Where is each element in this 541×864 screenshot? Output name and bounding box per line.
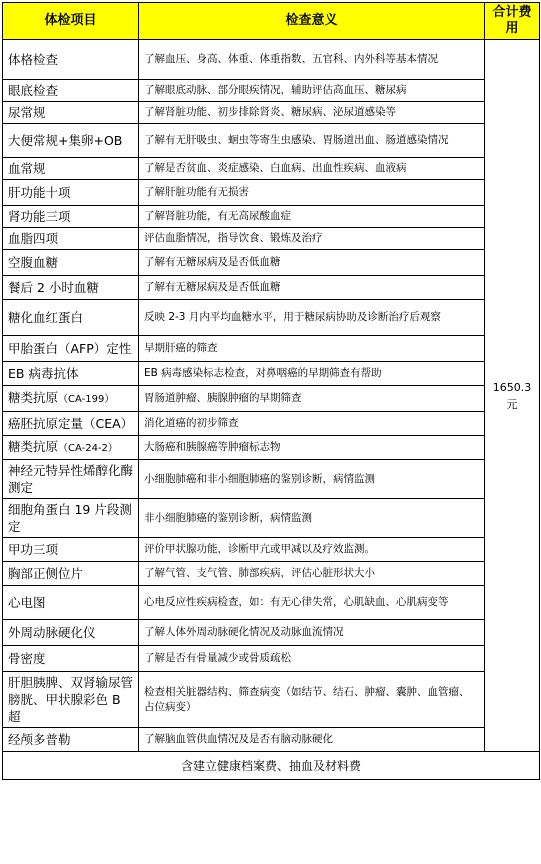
table-row xyxy=(3,276,540,300)
table-row xyxy=(3,336,540,362)
exam-item-name: 细胞角蛋白 19 片段测定 xyxy=(8,502,132,534)
table-row xyxy=(3,124,540,158)
exam-item-name: 餐后 2 小时血糖 xyxy=(8,280,99,295)
exam-item-name: 尿常规 xyxy=(8,105,46,120)
exam-meaning-cell: 了解有无肝吸虫、蛔虫等寄生虫感染、胃肠道出血、肠道感染情况 xyxy=(139,124,485,158)
exam-meaning-cell: 评估血脂情况，指导饮食、锻炼及治疗 xyxy=(139,228,485,250)
table-row xyxy=(3,102,540,124)
exam-table-body xyxy=(3,40,540,780)
table-row xyxy=(3,672,540,728)
exam-item-cell xyxy=(3,250,139,276)
exam-item-cell xyxy=(3,460,139,499)
exam-item-name: 血常规 xyxy=(8,161,46,176)
exam-item-cell xyxy=(3,124,139,158)
table-row xyxy=(3,158,540,180)
exam-item-cell xyxy=(3,586,139,620)
exam-item-name: EB 病毒抗体 xyxy=(8,366,79,381)
exam-item-name: 甲胎蛋白（AFP）定性 xyxy=(8,341,132,356)
table-row xyxy=(3,300,540,336)
table-row xyxy=(3,250,540,276)
exam-item-name: 胸部正侧位片 xyxy=(8,566,84,581)
exam-meaning-cell: 了解是否贫血、炎症感染、白血病、出血性疾病、血液病 xyxy=(139,158,485,180)
table-row xyxy=(3,538,540,562)
exam-item-cell xyxy=(3,102,139,124)
table-row xyxy=(3,646,540,672)
exam-item-name: 眼底检查 xyxy=(8,83,59,98)
footer-note: 含建立健康档案费、抽血及材料费 xyxy=(3,752,540,780)
exam-meaning-cell: 了解眼底动脉、部分眼疾情况，辅助评估高血压、糖尿病 xyxy=(139,80,485,102)
table-row xyxy=(3,206,540,228)
exam-item-name: 大便常规+集卵+OB xyxy=(8,133,123,148)
header-meaning: 检查意义 xyxy=(139,3,485,40)
exam-item-cell xyxy=(3,562,139,586)
exam-meaning-cell: 胃肠道肿瘤、胰腺肿瘤的早期筛查 xyxy=(139,386,485,412)
exam-item-name: 癌胚抗原定量（CEA） xyxy=(8,416,134,431)
exam-item-name: 经颅多普勒 xyxy=(8,732,71,747)
table-row xyxy=(3,386,540,412)
exam-item-cell xyxy=(3,538,139,562)
table-row xyxy=(3,362,540,386)
exam-item-name: 血脂四项 xyxy=(8,231,59,246)
exam-item-cell xyxy=(3,206,139,228)
header-row xyxy=(3,3,540,40)
header-price: 合计费用 xyxy=(485,3,540,40)
exam-item-cell xyxy=(3,672,139,728)
table-row xyxy=(3,728,540,752)
exam-meaning-cell: 了解气管、支气管、肺部疾病，评估心脏形状大小 xyxy=(139,562,485,586)
table-row xyxy=(3,436,540,460)
exam-item-cell xyxy=(3,436,139,460)
exam-item-name: 体格检查 xyxy=(8,52,59,67)
total-price-cell xyxy=(485,40,540,752)
exam-item-cell xyxy=(3,646,139,672)
exam-meaning-cell: 了解有无糖尿病及是否低血糖 xyxy=(139,250,485,276)
exam-meaning-cell: 了解血压、身高、体重、体重指数、五官科、内外科等基本情况 xyxy=(139,40,485,80)
exam-item-cell xyxy=(3,180,139,206)
exam-meaning-cell: 了解肝脏功能有无损害 xyxy=(139,180,485,206)
exam-meaning-cell: 了解有无糖尿病及是否低血糖 xyxy=(139,276,485,300)
exam-table xyxy=(2,2,540,780)
exam-item-name: 糖类抗原 xyxy=(8,439,59,454)
exam-meaning-cell: 大肠癌和胰腺癌等肿瘤标志物 xyxy=(139,436,485,460)
table-row xyxy=(3,80,540,102)
exam-item-cell xyxy=(3,499,139,538)
exam-meaning-cell: 了解脑血管供血情况及是否有脑动脉硬化 xyxy=(139,728,485,752)
exam-item-cell xyxy=(3,386,139,412)
exam-item-cell xyxy=(3,40,139,80)
exam-item-name: 糖化血红蛋白 xyxy=(8,310,84,325)
exam-item-name: 肾功能三项 xyxy=(8,209,71,224)
exam-meaning-cell: 了解人体外周动脉硬化情况及动脉血流情况 xyxy=(139,620,485,646)
table-row xyxy=(3,620,540,646)
exam-item-name: 糖类抗原 xyxy=(8,390,59,405)
exam-meaning-cell: 消化道癌的初步筛查 xyxy=(139,412,485,436)
table-row xyxy=(3,412,540,436)
exam-meaning-cell: 反映 2-3 月内平均血糖水平，用于糖尿病协助及诊断治疗后观察 xyxy=(139,300,485,336)
exam-item-name: 肝功能十项 xyxy=(8,185,71,200)
exam-meaning-cell: EB 病毒感染标志检查，对鼻咽癌的早期筛查有帮助 xyxy=(139,362,485,386)
table-row xyxy=(3,40,540,80)
exam-meaning-cell: 了解肾脏功能，有无高尿酸血症 xyxy=(139,206,485,228)
exam-meaning-cell: 了解是否有骨量减少或骨质疏松 xyxy=(139,646,485,672)
exam-item-cell xyxy=(3,276,139,300)
exam-item-note: （CA-24-2） xyxy=(58,443,118,454)
table-row xyxy=(3,460,540,499)
table-row xyxy=(3,499,540,538)
exam-item-name: 神经元特异性烯醇化酶测定 xyxy=(8,463,134,495)
exam-meaning-cell: 非小细胞肺癌的鉴别诊断，病情监测 xyxy=(139,499,485,538)
exam-item-name: 骨密度 xyxy=(8,651,46,666)
total-price: 1650.3元 xyxy=(492,380,532,411)
exam-item-name: 空腹血糖 xyxy=(8,255,59,270)
exam-item-cell xyxy=(3,158,139,180)
exam-meaning-cell: 心电反应性疾病检查，如：有无心律失常，心肌缺血、心肌病变等 xyxy=(139,586,485,620)
exam-item-cell xyxy=(3,620,139,646)
exam-meaning-cell: 评价甲状腺功能，诊断甲亢或甲减以及疗效监测。 xyxy=(139,538,485,562)
exam-meaning-cell: 早期肝癌的筛查 xyxy=(139,336,485,362)
table-row xyxy=(3,228,540,250)
exam-item-cell xyxy=(3,80,139,102)
exam-item-cell xyxy=(3,300,139,336)
exam-item-name: 心电图 xyxy=(8,595,46,610)
exam-item-note: （CA-199） xyxy=(58,394,115,405)
table-row xyxy=(3,586,540,620)
exam-meaning-cell: 小细胞肺癌和非小细胞肺癌的鉴别诊断，病情监测 xyxy=(139,460,485,499)
exam-item-cell xyxy=(3,412,139,436)
exam-item-cell xyxy=(3,728,139,752)
header-item: 体检项目 xyxy=(3,3,139,40)
exam-item-cell xyxy=(3,362,139,386)
exam-item-name: 甲功三项 xyxy=(8,542,59,557)
exam-item-name: 肝胆胰脾、双肾输尿管膀胱、甲状腺彩色 B 超 xyxy=(8,675,134,724)
exam-item-name: 外周动脉硬化仪 xyxy=(8,625,96,640)
footer-row xyxy=(3,752,540,780)
exam-meaning-cell: 了解肾脏功能、初步排除肾炎、糖尿病、泌尿道感染等 xyxy=(139,102,485,124)
exam-item-cell xyxy=(3,228,139,250)
table-row xyxy=(3,180,540,206)
exam-meaning-cell: 检查相关脏器结构、筛查病变（如结节、结石、肿瘤、囊肿、血管瘤、占位病变） xyxy=(139,672,485,728)
exam-item-cell xyxy=(3,336,139,362)
table-row xyxy=(3,562,540,586)
